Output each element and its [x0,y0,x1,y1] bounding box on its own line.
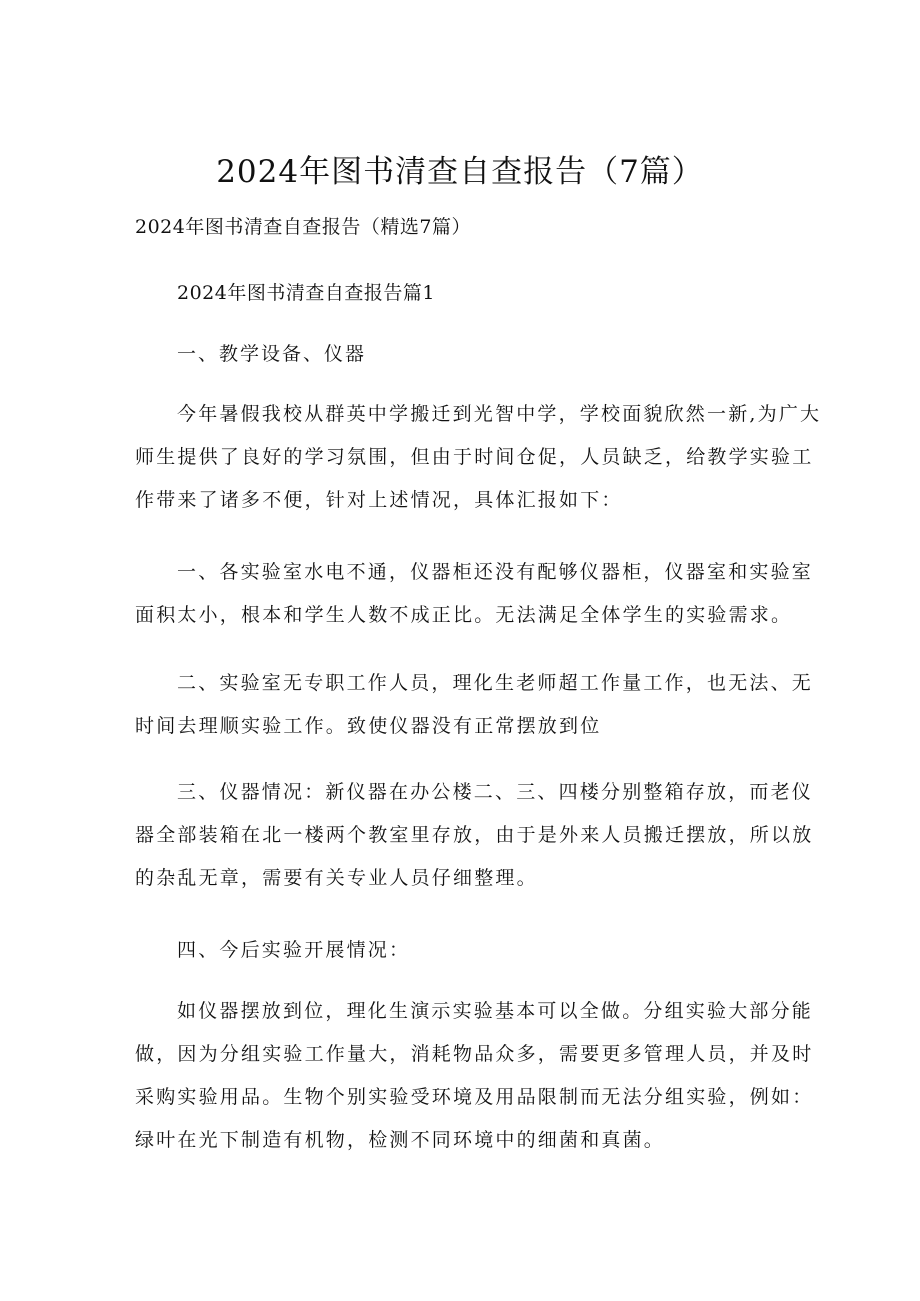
paragraph-line: 做，因为分组实验工作量大，消耗物品众多，需要更多管理人员，并及时 [135,1043,814,1065]
document-title: 2024年图书清查自查报告（7篇） [216,154,704,190]
paragraph-line: 的杂乱无章，需要有关专业人员仔细整理。 [135,867,538,889]
paragraph-line: 四、今后实验开展情况： [177,939,411,961]
paragraph-line: 采购实验用品。生物个别实验受环境及用品限制而无法分组实验，例如： [135,1086,814,1108]
paragraph-intro [135,393,822,522]
paragraph-item-three [135,771,814,900]
paragraph-line: 师生提供了良好的学习氛围，但由于时间仓促，人员缺乏，给教学实验工 [135,446,814,468]
paragraph-line: 二、实验室无专职工作人员，理化生老师超工作量工作，也无法、无 [177,672,814,694]
paragraph-line: 如仪器摆放到位，理化生演示实验基本可以全做。分组实验大部分能 [177,1000,814,1022]
paragraph-line: 时间去理顺实验工作。致使仪器没有正常摆放到位 [135,715,602,737]
paragraph-experiment-plan [135,990,814,1162]
paragraph-line: 面积太小，根本和学生人数不成正比。无法满足全体学生的实验需求。 [135,604,793,626]
paragraph-line: 今年暑假我校从群英中学搬迁到光智中学，学校面貌欣然一新,为广大 [177,403,822,425]
paragraph-line: 器全部装箱在北一楼两个教室里存放，由于是外来人员搬迁摆放，所以放 [135,824,814,846]
section-heading-equipment: 一、教学设备、仪器 [177,343,367,365]
paragraph-item-two [135,662,814,748]
paragraph-line: 三、仪器情况：新仪器在办公楼二、三、四楼分别整箱存放，而老仪 [177,781,814,803]
paragraph-line: 绿叶在光下制造有机物，检测不同环境中的细菌和真菌。 [135,1129,666,1151]
document-subtitle: 2024年图书清查自查报告（精选7篇） [135,216,471,238]
paragraph-item-one [135,551,814,637]
paragraph-line: 作带来了诸多不便，针对上述情况，具体汇报如下： [135,489,623,511]
paragraph-line: 一、各实验室水电不通，仪器柜还没有配够仪器柜，仪器室和实验室 [177,561,814,583]
paragraph-item-four-heading [135,929,787,972]
section-title: 2024年图书清查自查报告篇1 [177,282,435,304]
